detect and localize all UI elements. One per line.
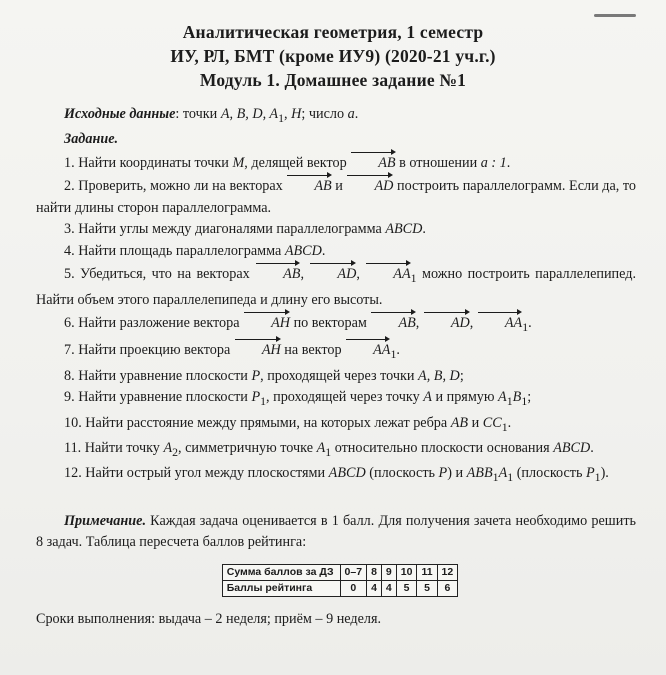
table-cell: 12 <box>437 564 458 580</box>
task-6: 6. Найти разложение вектора AH по векторам AB, AD, $AA_1$. <box>36 311 636 338</box>
table-cell: 8 <box>367 564 382 580</box>
task-4: 4. Найти площадь параллелограмма ABCD. <box>64 242 326 259</box>
table-cell: 4 <box>367 580 382 596</box>
task-label: Задание. <box>64 131 119 148</box>
note-paragraph: Примечание. Каждая задача оценивается в 1 балл. Для получения зачета необходимо решить 8 задач. Таблица пересчета баллов рейтинга: <box>36 512 636 551</box>
given-data: Исходные данные: точки A, B, D, $A_1$, H; число a. <box>64 106 359 125</box>
header-module: Модуль 1. Домашнее задание №1 <box>199 70 467 90</box>
task-3: 3. Найти углы между диагоналями параллелограмма ABCD. <box>64 221 426 238</box>
table-cell: 11 <box>417 564 437 580</box>
task-11: 11. Найти точку $A_2$, симметричную точке $A_1$ относительно плоскости основания ABCD. <box>64 439 594 459</box>
task-1: 1. Найти координаты точки M, делящей вектор AB в отношении a : 1. <box>36 151 636 175</box>
task-10: 10. Найти расстояние между прямыми, на которых лежат ребра AB и $CC_1$. <box>64 414 512 434</box>
table-cell: 5 <box>417 580 437 596</box>
document-header <box>0 20 666 92</box>
task-2: 2. Проверить, можно ли на векторах AB и AD построить параллелограмм. Если да, то найти длины сторон параллелограмма. <box>36 174 636 219</box>
table-cell: 0 <box>340 580 367 596</box>
task-8: 8. Найти уравнение плоскости P, проходящей через точки A, B, D; <box>64 367 464 384</box>
table-cell: 5 <box>396 580 417 596</box>
deadline-text: Сроки выполнения: выдача – 2 неделя; приём – 9 неделя. <box>36 610 382 627</box>
task-12: 12. Найти острый угол между плоскостями ABCD (плоскость P) и $ABB_1A_1$ (плоскость $P_1$). <box>64 465 609 485</box>
table-cell: 10 <box>396 564 417 580</box>
table-cell: 6 <box>437 580 458 596</box>
table-row <box>222 580 457 596</box>
table-row-label: Баллы рейтинга <box>222 580 340 596</box>
note-label: Примечание. <box>64 512 147 529</box>
table-row-label: Сумма баллов за ДЗ <box>222 564 340 580</box>
rating-table <box>222 564 458 597</box>
header-groups: ИУ, РЛ, БМТ (кроме ИУ9) (2020-21 уч.г.) <box>170 46 496 66</box>
task-5: 5. Убедиться, что на векторах AB, AD, $AA_1$ можно построить параллелепипед. Найти объем этого параллелепипеда и длину его высоты. <box>36 262 636 311</box>
table-cell: 9 <box>381 564 396 580</box>
task-9: 9. Найти уравнение плоскости $P_1$, проходящей через точку A и прямую $A_1B_1$; <box>64 389 532 409</box>
table-cell: 4 <box>381 580 396 596</box>
table-row <box>222 564 457 580</box>
table-cell: 0–7 <box>340 564 367 580</box>
edge-mark <box>594 14 636 17</box>
header-course: Аналитическая геометрия, 1 семестр <box>182 22 484 42</box>
document-body <box>36 104 636 630</box>
task-7: 7. Найти проекцию вектора AH на вектор $AA_1$. <box>36 338 636 365</box>
